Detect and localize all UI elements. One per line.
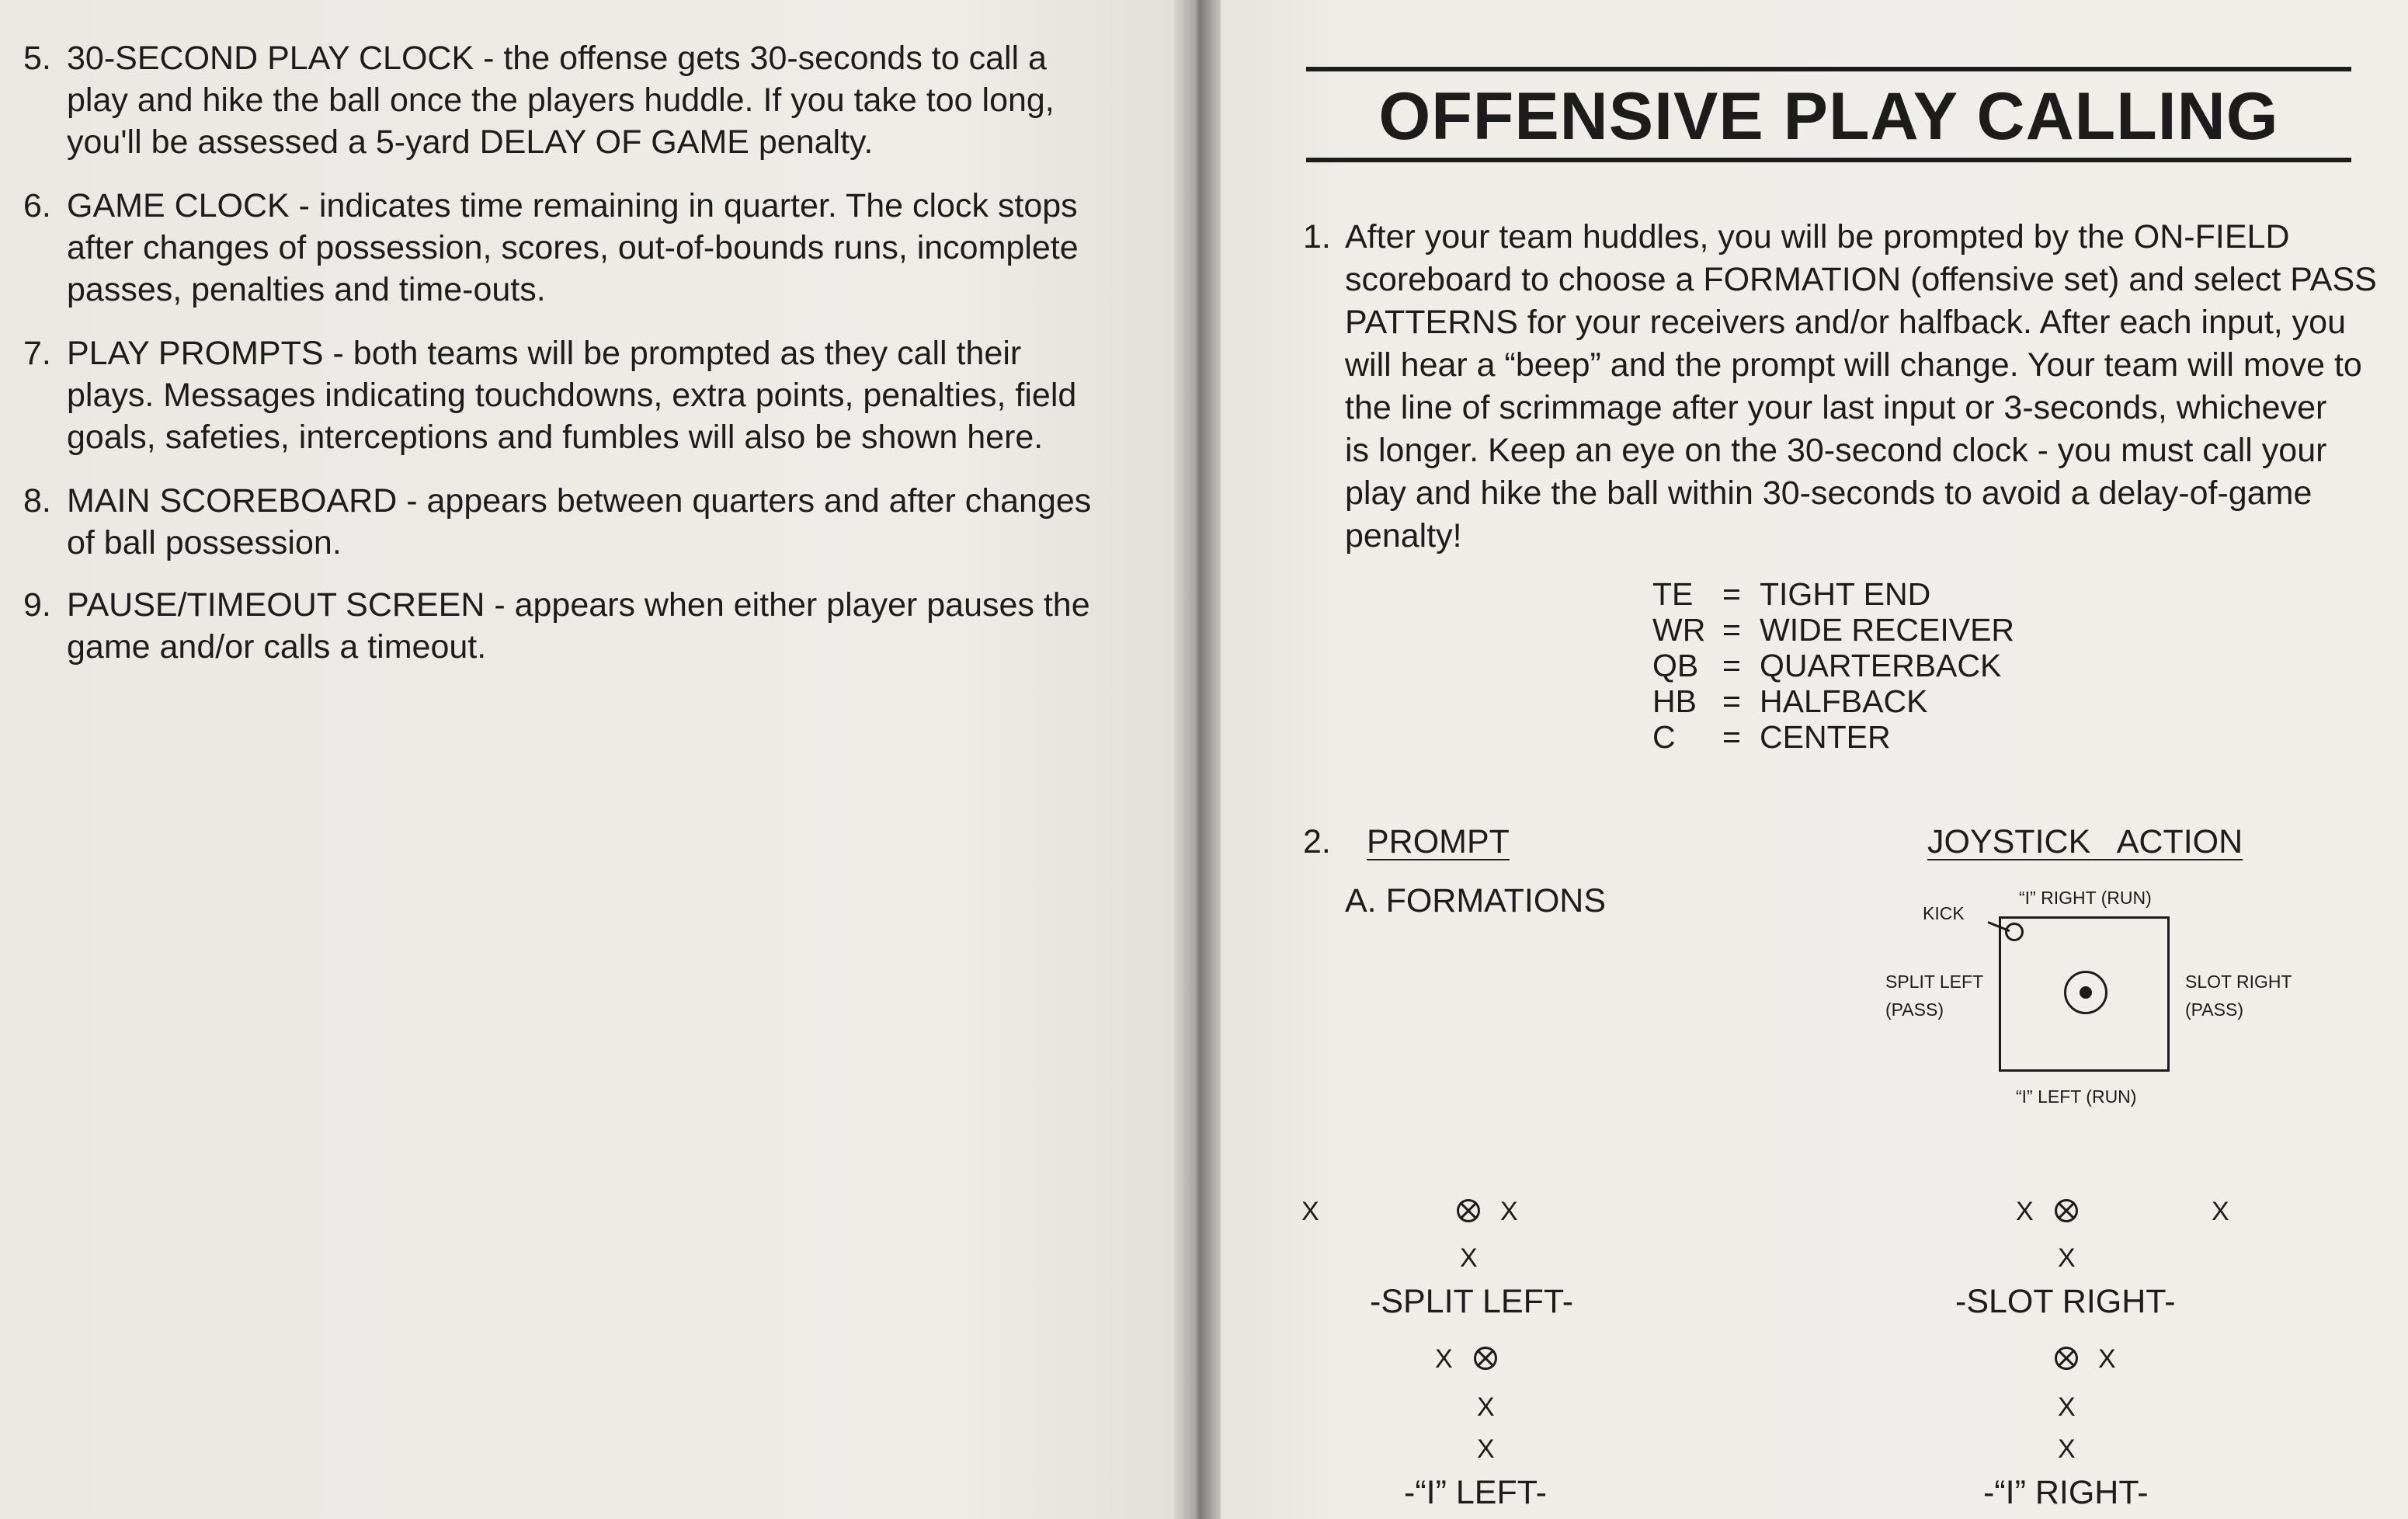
legend-row — [1652, 648, 2025, 683]
legend-abbr: HB — [1652, 683, 1697, 719]
item-text-line: goals, safeties, interceptions and fumbles will also be shown here. — [67, 419, 1044, 456]
item-text-line: the line of scrimmage after your last input or 3-seconds, whichever — [1345, 389, 2327, 426]
item-text-line: After your team huddles, you will be prompted by the ON-FIELD — [1345, 218, 2290, 255]
item-text-line: is longer. Keep an eye on the 30-second clock - you must call your — [1345, 432, 2327, 469]
item-text-line: play and hike the ball within 30-seconds to avoid a delay-of-game — [1345, 474, 2312, 512]
title-rule-top — [1306, 67, 2351, 71]
player-marker: X — [2058, 1434, 2076, 1464]
joystick-action-header: JOYSTICK ACTION — [1927, 823, 2243, 860]
legend-abbr: QB — [1652, 648, 1699, 683]
player-marker: X — [2016, 1197, 2034, 1226]
item-text-line: game and/or calls a timeout. — [67, 628, 487, 666]
quarterback-marker — [2055, 1199, 2078, 1222]
item-number: 1. — [1303, 218, 1331, 255]
legend-row — [1652, 612, 2025, 648]
player-marker: X — [2058, 1243, 2076, 1273]
legend-equals: = — [1722, 719, 1741, 755]
formation-label: -“I” LEFT- — [1404, 1474, 1547, 1511]
item-text-line: passes, penalties and time-outs. — [67, 271, 546, 308]
kick-label: KICK — [1923, 903, 1965, 923]
item-text-line: plays. Messages indicating touchdowns, extra points, penalties, field — [67, 377, 1077, 414]
joystick-up-label: “I” RIGHT (RUN) — [2019, 888, 2152, 908]
player-marker: X — [1435, 1344, 1453, 1374]
legend-row — [1652, 576, 2025, 612]
item-text-line: PAUSE/TIMEOUT SCREEN - appears when either player pauses the — [67, 586, 1090, 624]
item-text-line: PATTERNS for your receivers and/or halfback. After each input, you — [1345, 304, 2346, 341]
player-marker: X — [2212, 1197, 2229, 1226]
quarterback-marker — [1474, 1347, 1497, 1370]
item-number: 2. — [1303, 823, 1331, 860]
joystick-down-label: “I” LEFT (RUN) — [2016, 1086, 2137, 1107]
item-text-line: GAME CLOCK - indicates time remaining in quarter. The clock stops — [67, 187, 1078, 224]
item-text-line: will hear a “beep” and the prompt will change. Your team will move to — [1345, 346, 2362, 384]
player-marker: X — [2058, 1392, 2076, 1422]
item-text-line: PLAY PROMPTS - both teams will be prompted as they call their — [67, 335, 1022, 372]
item-number: 9. — [23, 586, 51, 624]
legend-abbr: WR — [1652, 612, 1706, 648]
quarterback-marker — [2055, 1347, 2078, 1370]
legend-equals: = — [1722, 612, 1741, 648]
legend-full: CENTER — [1760, 719, 1891, 755]
legend-equals: = — [1722, 576, 1741, 612]
item-text-line: 30-SECOND PLAY CLOCK - the offense gets 30-seconds to call a — [67, 40, 1047, 77]
item-number: 8. — [23, 482, 51, 520]
item-number: 7. — [23, 335, 51, 372]
player-marker: X — [1477, 1434, 1495, 1464]
legend-full: HALFBACK — [1760, 683, 1928, 719]
legend-abbr: C — [1652, 719, 1676, 755]
player-marker: X — [1460, 1243, 1478, 1273]
joystick-icon — [2064, 971, 2107, 1014]
quarterback-marker — [1457, 1199, 1480, 1222]
position-legend — [1652, 576, 2025, 755]
formation-label: -SLOT RIGHT- — [1955, 1283, 2176, 1320]
formation-label: -“I” RIGHT- — [1983, 1474, 2149, 1511]
legend-abbr: TE — [1652, 576, 1694, 612]
legend-full: TIGHT END — [1760, 576, 1931, 612]
player-marker: X — [1477, 1392, 1495, 1422]
joystick-right-sublabel: (PASS) — [2185, 999, 2243, 1020]
kick-button-icon — [2005, 923, 2024, 941]
item-number: 5. — [23, 40, 51, 77]
item-text-line: after changes of possession, scores, out-of-bounds runs, incomplete — [67, 229, 1079, 266]
player-marker: X — [1500, 1197, 1518, 1226]
joystick-left-sublabel: (PASS) — [1885, 999, 1944, 1020]
joystick-right-label: SLOT RIGHT — [2185, 972, 2292, 992]
item-text-line: scoreboard to choose a FORMATION (offensive set) and select PASS — [1345, 261, 2377, 298]
legend-full: WIDE RECEIVER — [1760, 612, 2015, 648]
formations-heading: A. FORMATIONS — [1345, 882, 1607, 919]
legend-equals: = — [1722, 648, 1741, 683]
page-title: OFFENSIVE PLAY CALLING — [1378, 79, 2279, 154]
item-text-line: MAIN SCOREBOARD - appears between quarters and after changes — [67, 482, 1092, 520]
book-spine — [1174, 0, 1221, 1519]
player-marker: X — [1301, 1197, 1319, 1226]
prompt-header: PROMPT — [1367, 823, 1510, 860]
title-rule-bottom — [1306, 158, 2351, 162]
item-text-line: play and hike the ball once the players huddle. If you take too long, — [67, 82, 1055, 119]
item-text-line: you'll be assessed a 5-yard DELAY OF GAME penalty. — [67, 123, 874, 161]
legend-row — [1652, 683, 2025, 719]
legend-row — [1652, 719, 2025, 755]
formation-label: -SPLIT LEFT- — [1370, 1283, 1574, 1320]
legend-equals: = — [1722, 683, 1741, 719]
item-number: 6. — [23, 187, 51, 224]
item-text-line: of ball possession. — [67, 524, 342, 561]
joystick-left-label: SPLIT LEFT — [1885, 972, 1984, 992]
legend-full: QUARTERBACK — [1760, 648, 2002, 683]
player-marker: X — [2098, 1344, 2116, 1374]
item-text-line: penalty! — [1345, 517, 1462, 554]
